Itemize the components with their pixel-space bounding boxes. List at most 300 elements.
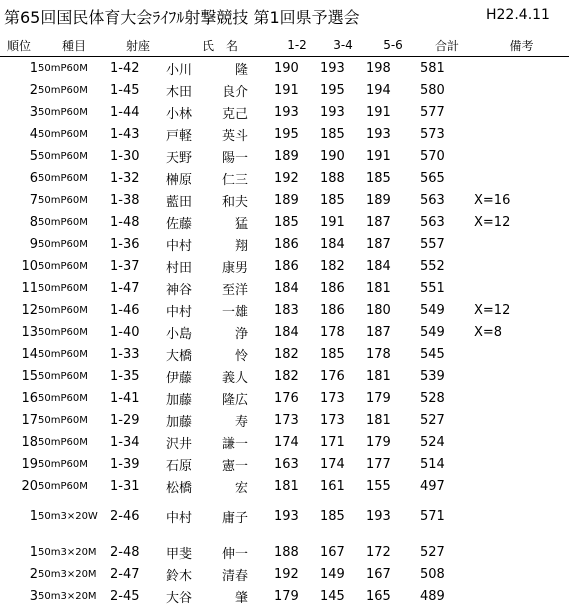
table-row [0, 321, 569, 343]
rank-cell: 2 [0, 79, 38, 101]
station-cell: 1-30 [110, 145, 166, 167]
rank-cell: 1 [0, 57, 38, 80]
total-cell: 580 [420, 79, 474, 101]
given-name: 至洋 [208, 279, 248, 298]
name-cell [166, 453, 274, 475]
series-1-2-cell: 193 [274, 505, 320, 527]
table-row [0, 255, 569, 277]
series-1-2-cell: 195 [274, 123, 320, 145]
station-cell: 1-38 [110, 189, 166, 211]
series-1-2-cell: 192 [274, 167, 320, 189]
rank-cell: 3 [0, 101, 38, 123]
group-spacer [0, 527, 569, 541]
family-name: 天野 [166, 147, 208, 166]
series-1-2-cell: 179 [274, 585, 320, 607]
event-cell: 50mP60M [38, 409, 110, 431]
name-cell [166, 233, 274, 255]
given-name: 一雄 [208, 301, 248, 320]
total-cell: 573 [420, 123, 474, 145]
note-cell [474, 57, 569, 80]
family-name: 中村 [166, 301, 208, 320]
station-cell: 1-36 [110, 233, 166, 255]
family-name: 神谷 [166, 279, 208, 298]
series-3-4-cell: 145 [320, 585, 366, 607]
family-name: 沢井 [166, 433, 208, 452]
table-row [0, 145, 569, 167]
table-row [0, 563, 569, 585]
series-5-6-cell: 181 [366, 409, 420, 431]
total-cell: 563 [420, 189, 474, 211]
station-cell: 1-41 [110, 387, 166, 409]
event-cell: 50mP60M [38, 431, 110, 453]
rank-cell: 15 [0, 365, 38, 387]
series-1-2-cell: 181 [274, 475, 320, 497]
given-name: 憲一 [208, 455, 248, 474]
rank-cell: 20 [0, 475, 38, 497]
station-cell: 1-40 [110, 321, 166, 343]
total-cell: 539 [420, 365, 474, 387]
rank-cell: 11 [0, 277, 38, 299]
series-3-4-cell: 186 [320, 299, 366, 321]
family-name: 石原 [166, 455, 208, 474]
series-3-4-cell: 191 [320, 211, 366, 233]
series-1-2-cell: 188 [274, 541, 320, 563]
table-row [0, 365, 569, 387]
event-cell: 50m3×20M [38, 563, 110, 585]
total-cell: 527 [420, 541, 474, 563]
series-1-2-cell: 163 [274, 453, 320, 475]
total-cell: 571 [420, 505, 474, 527]
rank-cell: 7 [0, 189, 38, 211]
family-name: 大谷 [166, 587, 208, 606]
given-name: 克己 [208, 103, 248, 122]
family-name: 戸軽 [166, 125, 208, 144]
event-cell: 50mP60M [38, 475, 110, 497]
series-5-6-cell: 198 [366, 57, 420, 80]
name-cell [166, 563, 274, 585]
event-cell: 50mP60M [38, 365, 110, 387]
station-cell: 1-43 [110, 123, 166, 145]
rank-cell: 8 [0, 211, 38, 233]
station-cell: 1-48 [110, 211, 166, 233]
given-name: 英斗 [208, 125, 248, 144]
series-1-2-cell: 182 [274, 365, 320, 387]
series-5-6-cell: 191 [366, 145, 420, 167]
series-3-4-cell: 186 [320, 277, 366, 299]
table-row [0, 585, 569, 607]
station-cell: 1-46 [110, 299, 166, 321]
event-cell: 50mP60M [38, 189, 110, 211]
series-5-6-cell: 191 [366, 101, 420, 123]
series-5-6-cell: 178 [366, 343, 420, 365]
note-cell [474, 79, 569, 101]
series-5-6-cell: 179 [366, 387, 420, 409]
event-cell: 50m3×20M [38, 585, 110, 607]
table-row [0, 453, 569, 475]
series-1-2-cell: 173 [274, 409, 320, 431]
station-cell: 1-37 [110, 255, 166, 277]
family-name: 小川 [166, 59, 208, 78]
note-cell [474, 453, 569, 475]
table-row [0, 541, 569, 563]
note-cell: X=16 [474, 189, 569, 211]
station-cell: 1-32 [110, 167, 166, 189]
series-3-4-cell: 171 [320, 431, 366, 453]
note-cell [474, 431, 569, 453]
given-name: 義人 [208, 367, 248, 386]
station-cell: 1-31 [110, 475, 166, 497]
name-cell [166, 409, 274, 431]
series-3-4-cell: 149 [320, 563, 366, 585]
family-name: 中村 [166, 235, 208, 254]
series-5-6-cell: 189 [366, 189, 420, 211]
series-1-2-cell: 192 [274, 563, 320, 585]
series-5-6-cell: 177 [366, 453, 420, 475]
note-cell [474, 343, 569, 365]
total-cell: 489 [420, 585, 474, 607]
series-3-4-cell: 178 [320, 321, 366, 343]
name-cell [166, 57, 274, 80]
note-cell [474, 277, 569, 299]
rank-cell: 19 [0, 453, 38, 475]
event-cell: 50mP60M [38, 79, 110, 101]
series-1-2-cell: 184 [274, 321, 320, 343]
series-1-2-cell: 186 [274, 255, 320, 277]
event-date: H22.4.11 [486, 7, 550, 23]
family-name: 小島 [166, 323, 208, 342]
table-row [0, 505, 569, 527]
note-cell [474, 101, 569, 123]
note-cell [474, 475, 569, 497]
name-cell [166, 387, 274, 409]
table-row [0, 57, 569, 80]
col-header-series-3-4: 3-4 [320, 34, 366, 57]
table-row [0, 475, 569, 497]
name-cell [166, 211, 274, 233]
family-name: 鈴木 [166, 565, 208, 584]
series-5-6-cell: 194 [366, 79, 420, 101]
series-1-2-cell: 174 [274, 431, 320, 453]
family-name: 村田 [166, 257, 208, 276]
total-cell: 508 [420, 563, 474, 585]
series-3-4-cell: 185 [320, 123, 366, 145]
total-cell: 528 [420, 387, 474, 409]
name-cell [166, 299, 274, 321]
name-cell [166, 255, 274, 277]
page-title: 第65回国民体育大会ﾗｲﾌﾙ射撃競技 第1回県予選会 [4, 5, 360, 28]
station-cell: 1-35 [110, 365, 166, 387]
header-row [0, 34, 569, 57]
table-row [0, 299, 569, 321]
event-cell: 50m3×20M [38, 541, 110, 563]
col-header-notes: 備考 [474, 34, 569, 57]
note-cell [474, 145, 569, 167]
given-name: 寿 [208, 411, 248, 430]
event-cell: 50mP60M [38, 387, 110, 409]
event-cell: 50mP60M [38, 123, 110, 145]
family-name: 加藤 [166, 389, 208, 408]
series-5-6-cell: 187 [366, 233, 420, 255]
total-cell: 557 [420, 233, 474, 255]
series-1-2-cell: 182 [274, 343, 320, 365]
series-3-4-cell: 185 [320, 505, 366, 527]
series-3-4-cell: 195 [320, 79, 366, 101]
name-cell [166, 189, 274, 211]
series-5-6-cell: 181 [366, 277, 420, 299]
family-name: 藍田 [166, 191, 208, 210]
event-cell: 50mP60M [38, 101, 110, 123]
total-cell: 577 [420, 101, 474, 123]
given-name: 庸子 [208, 507, 248, 526]
series-3-4-cell: 190 [320, 145, 366, 167]
name-cell [166, 365, 274, 387]
col-header-name: 氏 名 [166, 34, 274, 57]
series-3-4-cell: 193 [320, 57, 366, 80]
family-name: 榊原 [166, 169, 208, 188]
given-name: 怜 [208, 345, 248, 364]
series-3-4-cell: 185 [320, 189, 366, 211]
series-3-4-cell: 174 [320, 453, 366, 475]
name-cell [166, 79, 274, 101]
series-5-6-cell: 165 [366, 585, 420, 607]
table-row [0, 189, 569, 211]
station-cell: 1-45 [110, 79, 166, 101]
note-cell [474, 387, 569, 409]
total-cell: 551 [420, 277, 474, 299]
event-cell: 50mP60M [38, 277, 110, 299]
station-cell: 1-39 [110, 453, 166, 475]
event-cell: 50mP60M [38, 343, 110, 365]
event-cell: 50mP60M [38, 233, 110, 255]
given-name: 良介 [208, 81, 248, 100]
series-5-6-cell: 167 [366, 563, 420, 585]
given-name: 肇 [208, 587, 248, 606]
series-3-4-cell: 188 [320, 167, 366, 189]
col-header-rank: 順位 [0, 34, 38, 57]
name-cell [166, 585, 274, 607]
total-cell: 552 [420, 255, 474, 277]
note-cell: X=12 [474, 299, 569, 321]
station-cell: 1-47 [110, 277, 166, 299]
table-row [0, 79, 569, 101]
given-name: 仁三 [208, 169, 248, 188]
series-1-2-cell: 183 [274, 299, 320, 321]
note-cell [474, 167, 569, 189]
table-row [0, 343, 569, 365]
given-name: 康男 [208, 257, 248, 276]
family-name: 大橋 [166, 345, 208, 364]
series-1-2-cell: 189 [274, 145, 320, 167]
family-name: 加藤 [166, 411, 208, 430]
col-header-total: 合計 [420, 34, 474, 57]
results-body [0, 57, 569, 607]
event-cell: 50mP60M [38, 145, 110, 167]
event-cell: 50mP60M [38, 299, 110, 321]
given-name: 隆 [208, 59, 248, 78]
station-cell: 2-48 [110, 541, 166, 563]
rank-cell: 14 [0, 343, 38, 365]
event-cell: 50mP60M [38, 453, 110, 475]
given-name: 清春 [208, 565, 248, 584]
note-cell [474, 563, 569, 585]
rank-cell: 17 [0, 409, 38, 431]
col-header-event: 種目 [38, 34, 110, 57]
rank-cell: 4 [0, 123, 38, 145]
total-cell: 527 [420, 409, 474, 431]
series-5-6-cell: 155 [366, 475, 420, 497]
note-cell [474, 541, 569, 563]
rank-cell: 2 [0, 563, 38, 585]
given-name: 謙一 [208, 433, 248, 452]
station-cell: 1-34 [110, 431, 166, 453]
series-3-4-cell: 184 [320, 233, 366, 255]
given-name: 宏 [208, 477, 248, 496]
family-name: 小林 [166, 103, 208, 122]
results-table [0, 34, 569, 607]
series-1-2-cell: 185 [274, 211, 320, 233]
rank-cell: 18 [0, 431, 38, 453]
total-cell: 514 [420, 453, 474, 475]
rank-cell: 3 [0, 585, 38, 607]
total-cell: 565 [420, 167, 474, 189]
series-5-6-cell: 193 [366, 505, 420, 527]
table-row [0, 431, 569, 453]
given-name: 翔 [208, 235, 248, 254]
series-1-2-cell: 189 [274, 189, 320, 211]
total-cell: 524 [420, 431, 474, 453]
table-row [0, 387, 569, 409]
series-5-6-cell: 185 [366, 167, 420, 189]
total-cell: 545 [420, 343, 474, 365]
note-cell [474, 585, 569, 607]
family-name: 甲斐 [166, 543, 208, 562]
series-5-6-cell: 180 [366, 299, 420, 321]
series-3-4-cell: 193 [320, 101, 366, 123]
series-3-4-cell: 173 [320, 387, 366, 409]
series-5-6-cell: 187 [366, 211, 420, 233]
note-cell [474, 409, 569, 431]
name-cell [166, 541, 274, 563]
name-cell [166, 505, 274, 527]
given-name: 浄 [208, 323, 248, 342]
given-name: 陽一 [208, 147, 248, 166]
rank-cell: 5 [0, 145, 38, 167]
name-cell [166, 101, 274, 123]
name-cell [166, 277, 274, 299]
table-row [0, 123, 569, 145]
name-cell [166, 145, 274, 167]
rank-cell: 9 [0, 233, 38, 255]
table-row [0, 211, 569, 233]
station-cell: 1-42 [110, 57, 166, 80]
note-cell [474, 255, 569, 277]
series-3-4-cell: 167 [320, 541, 366, 563]
family-name: 松橋 [166, 477, 208, 496]
note-cell [474, 233, 569, 255]
series-1-2-cell: 190 [274, 57, 320, 80]
series-5-6-cell: 181 [366, 365, 420, 387]
name-cell [166, 123, 274, 145]
col-header-series-1-2: 1-2 [274, 34, 320, 57]
station-cell: 2-47 [110, 563, 166, 585]
total-cell: 563 [420, 211, 474, 233]
family-name: 佐藤 [166, 213, 208, 232]
station-cell: 1-33 [110, 343, 166, 365]
event-cell: 50mP60M [38, 321, 110, 343]
family-name: 木田 [166, 81, 208, 100]
total-cell: 549 [420, 299, 474, 321]
note-cell [474, 123, 569, 145]
family-name: 中村 [166, 507, 208, 526]
family-name: 伊藤 [166, 367, 208, 386]
event-cell: 50mP60M [38, 211, 110, 233]
given-name: 和夫 [208, 191, 248, 210]
total-cell: 549 [420, 321, 474, 343]
group-spacer [0, 497, 569, 505]
spacer-cell [0, 527, 569, 541]
note-cell [474, 505, 569, 527]
series-3-4-cell: 182 [320, 255, 366, 277]
rank-cell: 12 [0, 299, 38, 321]
station-cell: 2-46 [110, 505, 166, 527]
series-5-6-cell: 193 [366, 123, 420, 145]
name-cell [166, 343, 274, 365]
event-cell: 50mP60M [38, 57, 110, 80]
given-name: 伸一 [208, 543, 248, 562]
col-header-station: 射座 [110, 34, 166, 57]
series-5-6-cell: 172 [366, 541, 420, 563]
event-cell: 50m3×20W [38, 505, 110, 527]
total-cell: 581 [420, 57, 474, 80]
spacer-cell [0, 497, 569, 505]
table-row [0, 101, 569, 123]
series-1-2-cell: 176 [274, 387, 320, 409]
series-1-2-cell: 184 [274, 277, 320, 299]
series-3-4-cell: 176 [320, 365, 366, 387]
table-row [0, 167, 569, 189]
station-cell: 2-45 [110, 585, 166, 607]
total-cell: 570 [420, 145, 474, 167]
rank-cell: 1 [0, 541, 38, 563]
table-row [0, 409, 569, 431]
series-1-2-cell: 186 [274, 233, 320, 255]
name-cell [166, 167, 274, 189]
event-cell: 50mP60M [38, 167, 110, 189]
event-cell: 50mP60M [38, 255, 110, 277]
series-5-6-cell: 184 [366, 255, 420, 277]
rank-cell: 10 [0, 255, 38, 277]
table-row [0, 277, 569, 299]
given-name: 猛 [208, 213, 248, 232]
series-1-2-cell: 191 [274, 79, 320, 101]
station-cell: 1-29 [110, 409, 166, 431]
note-cell: X=12 [474, 211, 569, 233]
series-5-6-cell: 187 [366, 321, 420, 343]
col-header-series-5-6: 5-6 [366, 34, 420, 57]
series-5-6-cell: 179 [366, 431, 420, 453]
note-cell [474, 365, 569, 387]
given-name: 隆広 [208, 389, 248, 408]
note-cell: X=8 [474, 321, 569, 343]
series-3-4-cell: 161 [320, 475, 366, 497]
series-3-4-cell: 173 [320, 409, 366, 431]
series-1-2-cell: 193 [274, 101, 320, 123]
table-row [0, 233, 569, 255]
name-cell [166, 431, 274, 453]
rank-cell: 16 [0, 387, 38, 409]
rank-cell: 6 [0, 167, 38, 189]
rank-cell: 1 [0, 505, 38, 527]
